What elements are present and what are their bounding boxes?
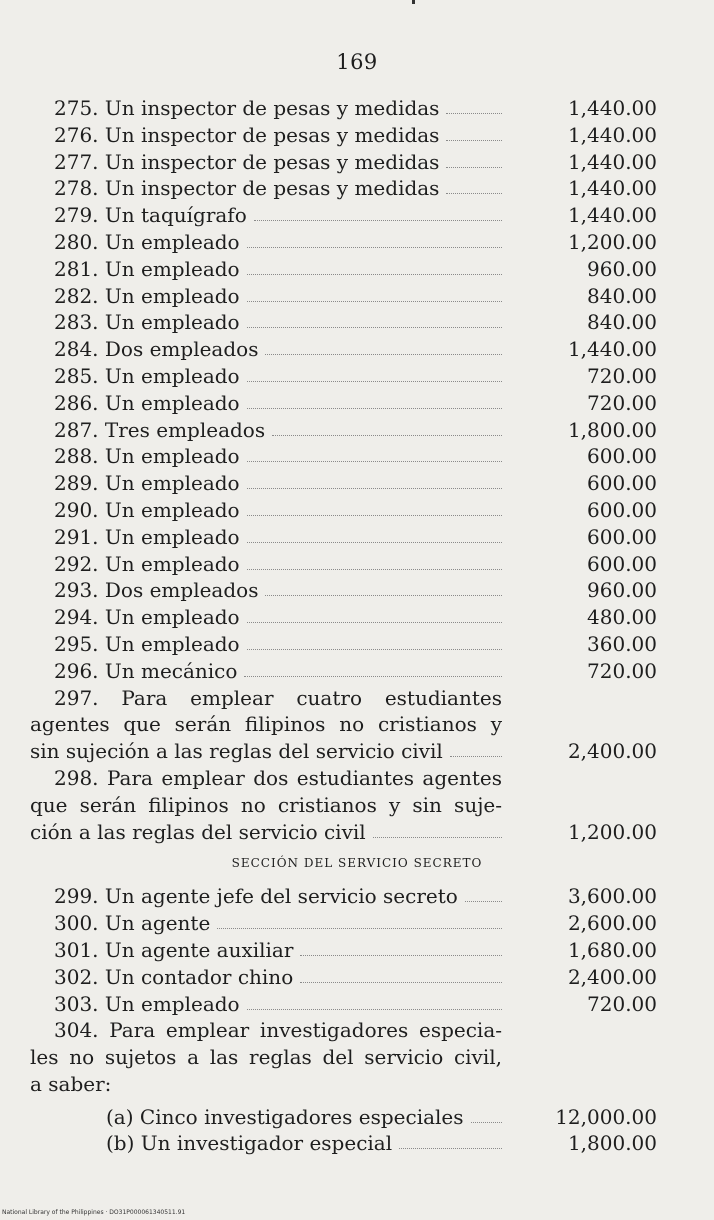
entry-amount: 720.00 bbox=[587, 363, 657, 388]
entry-label: (b) Un investigador especial bbox=[106, 1131, 393, 1156]
dot-leader bbox=[399, 1131, 502, 1149]
dot-leader bbox=[247, 498, 502, 516]
dot-leader bbox=[450, 739, 502, 757]
entry-row bbox=[0, 1103, 714, 1130]
entry-label: 275. Un inspector de pesas y medidas bbox=[54, 96, 440, 120]
entry-row bbox=[0, 550, 714, 577]
entry-label: 280. Un empleado bbox=[54, 229, 240, 254]
entry-row bbox=[0, 909, 714, 936]
entry-label: 295. Un empleado bbox=[54, 631, 240, 656]
item-298-amount: 1,200.00 bbox=[567, 819, 657, 844]
item-297-amount: 2,400.00 bbox=[567, 739, 657, 764]
entry-label: 284. Dos empleados bbox=[54, 337, 259, 362]
entry-amount: 720.00 bbox=[587, 991, 657, 1016]
entry-amount: 1,440.00 bbox=[567, 176, 657, 201]
entry-row bbox=[0, 1129, 714, 1156]
dot-leader bbox=[446, 176, 502, 194]
entry-label: 282. Un empleado bbox=[54, 283, 240, 308]
entry-amount: 1,440.00 bbox=[567, 149, 657, 174]
entry-label: 296. Un mecánico bbox=[54, 658, 238, 683]
entry-row bbox=[0, 963, 714, 990]
entry-label: (a) Cinco investigadores especiales bbox=[106, 1104, 464, 1129]
entry-row bbox=[0, 174, 714, 201]
dot-leader bbox=[446, 150, 502, 168]
entry-amount: 360.00 bbox=[587, 631, 657, 656]
entry-row bbox=[0, 308, 714, 335]
entry-row bbox=[0, 630, 714, 657]
entry-amount: 720.00 bbox=[587, 390, 657, 415]
entry-label: 301. Un agente auxiliar bbox=[54, 937, 294, 962]
entry-row bbox=[0, 362, 714, 389]
dot-leader bbox=[247, 284, 502, 302]
entry-amount: 3,600.00 bbox=[567, 884, 657, 909]
entry-row bbox=[0, 416, 714, 443]
scan-mark bbox=[412, 0, 415, 4]
entry-amount: 600.00 bbox=[587, 524, 657, 549]
dot-leader bbox=[265, 578, 502, 596]
dot-leader bbox=[247, 471, 502, 489]
entry-label: 281. Un empleado bbox=[54, 256, 240, 281]
entry-row bbox=[0, 121, 714, 148]
entry-row bbox=[0, 94, 714, 121]
dot-leader bbox=[373, 820, 502, 838]
entry-row bbox=[0, 603, 714, 630]
dot-leader bbox=[247, 525, 502, 543]
dot-leader bbox=[254, 203, 502, 221]
dot-leader bbox=[247, 230, 502, 248]
entry-row bbox=[0, 282, 714, 309]
entry-label: 276. Un inspector de pesas y medidas bbox=[54, 122, 440, 147]
footer-credit: National Library of the Philippines · DO31P000061340511.91 bbox=[2, 1209, 186, 1216]
entry-label: 291. Un empleado bbox=[54, 524, 240, 549]
entry-row bbox=[0, 990, 714, 1017]
entry-amount: 600.00 bbox=[587, 551, 657, 576]
dot-leader bbox=[247, 391, 502, 409]
entry-label: 287. Tres empleados bbox=[54, 417, 266, 442]
entry-amount: 1,800.00 bbox=[567, 1131, 657, 1156]
dot-leader bbox=[247, 444, 502, 462]
entry-amount: 1,440.00 bbox=[567, 122, 657, 147]
entry-label: 286. Un empleado bbox=[54, 390, 240, 415]
entry-row bbox=[0, 335, 714, 362]
dot-leader bbox=[247, 310, 502, 328]
entry-amount: 1,440.00 bbox=[567, 96, 657, 120]
entry-label: 283. Un empleado bbox=[54, 310, 240, 335]
entry-amount: 1,440.00 bbox=[567, 203, 657, 228]
item-297-line1: 297. Para emplear cuatro estudiantes bbox=[54, 685, 502, 710]
dot-leader bbox=[465, 884, 502, 902]
entry-label: 299. Un agente jefe del servicio secreto bbox=[54, 884, 458, 909]
item-298-line2: que serán filipinos no cristianos y sin suje- bbox=[30, 792, 502, 817]
entry-row bbox=[0, 201, 714, 228]
entry-label: 294. Un empleado bbox=[54, 605, 240, 630]
entry-row bbox=[0, 389, 714, 416]
entry-amount: 1,440.00 bbox=[567, 337, 657, 362]
entry-amount: 600.00 bbox=[587, 444, 657, 469]
entry-row bbox=[0, 657, 714, 684]
entries-group-a bbox=[0, 94, 714, 684]
dot-leader bbox=[265, 337, 502, 355]
entry-label: 279. Un taquígrafo bbox=[54, 203, 247, 228]
entry-amount: 720.00 bbox=[587, 658, 657, 683]
entry-label: 288. Un empleado bbox=[54, 444, 240, 469]
entries-group-b bbox=[0, 882, 714, 1016]
item-304-line3: a saber: bbox=[30, 1071, 112, 1096]
dot-leader bbox=[247, 257, 502, 275]
entry-row bbox=[0, 936, 714, 963]
dot-leader bbox=[247, 552, 502, 570]
page-number: 169 bbox=[336, 50, 378, 74]
entry-amount: 1,800.00 bbox=[567, 417, 657, 442]
entry-row bbox=[0, 469, 714, 496]
item-304-line1: 304. Para emplear investigadores especia- bbox=[54, 1018, 502, 1043]
entry-amount: 600.00 bbox=[587, 471, 657, 496]
entry-amount: 840.00 bbox=[587, 310, 657, 335]
entry-amount: 480.00 bbox=[587, 605, 657, 630]
entry-row bbox=[0, 523, 714, 550]
entry-amount: 960.00 bbox=[587, 256, 657, 281]
item-298-line3: ción a las reglas del servicio civil 1,200.00 bbox=[30, 819, 657, 844]
dot-leader bbox=[247, 364, 502, 382]
entry-row bbox=[0, 148, 714, 175]
entry-amount: 600.00 bbox=[587, 497, 657, 522]
entry-row bbox=[0, 882, 714, 909]
entry-label: 303. Un empleado bbox=[54, 991, 240, 1016]
budget-list bbox=[0, 94, 714, 1156]
entry-amount: 1,200.00 bbox=[567, 229, 657, 254]
dot-leader bbox=[247, 605, 502, 623]
entry-amount: 840.00 bbox=[587, 283, 657, 308]
entry-row bbox=[0, 442, 714, 469]
entry-row bbox=[0, 496, 714, 523]
item-297-line2: agentes que serán filipinos no cristianos y bbox=[30, 712, 502, 737]
entry-amount: 2,400.00 bbox=[567, 964, 657, 989]
entry-label: 277. Un inspector de pesas y medidas bbox=[54, 149, 440, 174]
entry-amount: 1,680.00 bbox=[567, 937, 657, 962]
entry-amount: 960.00 bbox=[587, 578, 657, 603]
dot-leader bbox=[300, 965, 502, 983]
entry-label: 300. Un agente bbox=[54, 911, 211, 936]
entry-row bbox=[0, 228, 714, 255]
item-304-line2: les no sujetos a las reglas del servicio civil, bbox=[30, 1045, 502, 1070]
entry-label: 289. Un empleado bbox=[54, 471, 240, 496]
dot-leader bbox=[247, 992, 502, 1010]
dot-leader bbox=[244, 659, 502, 677]
entry-label: 292. Un empleado bbox=[54, 551, 240, 576]
sub-entries bbox=[0, 1103, 714, 1157]
entry-label: 290. Un empleado bbox=[54, 497, 240, 522]
entry-label: 285. Un empleado bbox=[54, 363, 240, 388]
dot-leader bbox=[272, 418, 502, 436]
entry-label: 293. Dos empleados bbox=[54, 578, 259, 603]
dot-leader bbox=[446, 123, 502, 141]
item-298-line1: 298. Para emplear dos estudiantes agentes bbox=[54, 765, 502, 790]
dot-leader bbox=[471, 1105, 502, 1123]
item-297-line3: sin sujeción a las reglas del servicio civil 2,400.00 bbox=[30, 739, 657, 764]
dot-leader bbox=[300, 938, 502, 956]
dot-leader bbox=[247, 632, 502, 650]
entry-label: 278. Un inspector de pesas y medidas bbox=[54, 176, 440, 201]
entry-amount: 2,600.00 bbox=[567, 911, 657, 936]
entry-amount: 12,000.00 bbox=[555, 1104, 657, 1129]
entry-row bbox=[0, 576, 714, 603]
dot-leader bbox=[446, 96, 502, 114]
section-heading: SECCIÓN DEL SERVICIO SECRETO bbox=[231, 856, 483, 871]
dot-leader bbox=[217, 911, 502, 929]
entry-label: 302. Un contador chino bbox=[54, 964, 294, 989]
entry-row bbox=[0, 255, 714, 282]
